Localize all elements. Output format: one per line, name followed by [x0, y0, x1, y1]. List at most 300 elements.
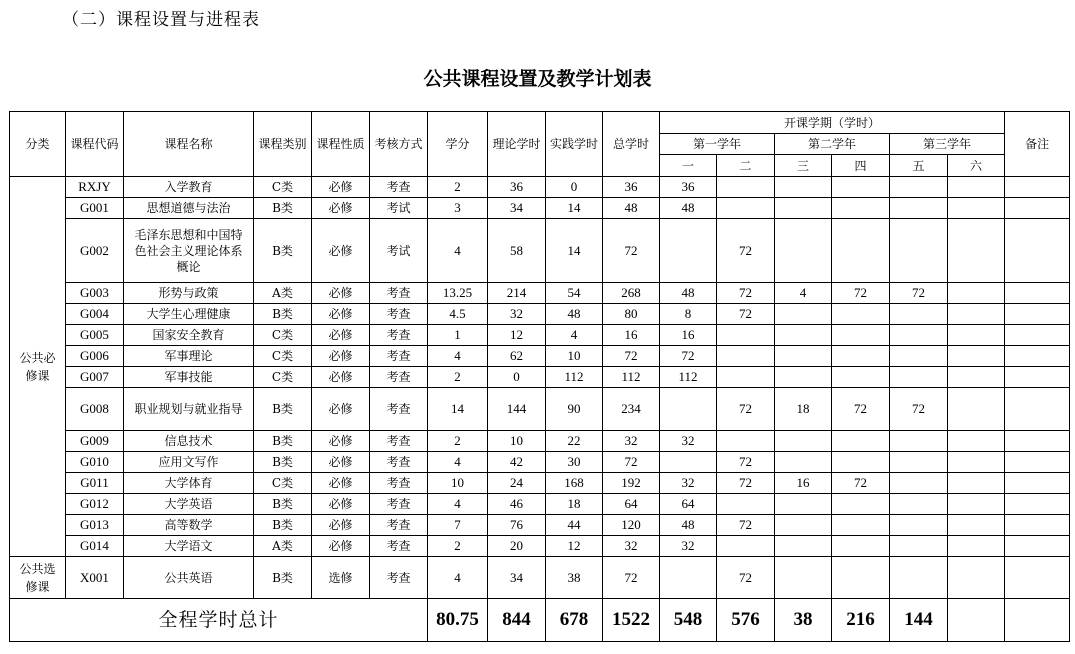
theory-hours: 42	[488, 452, 546, 473]
total-credit: 80.75	[428, 599, 488, 642]
course-code: X001	[66, 557, 124, 599]
semester-3	[775, 346, 832, 367]
exam-method: 考查	[370, 325, 428, 346]
totals-label: 全程学时总计	[10, 599, 428, 642]
total-remark	[1005, 599, 1070, 642]
table-row	[10, 198, 1070, 219]
semester-4	[832, 198, 890, 219]
remark	[1005, 304, 1070, 325]
total-hours: 36	[603, 177, 660, 198]
course-type: A类	[254, 283, 312, 304]
semester-5	[890, 452, 948, 473]
course-type: C类	[254, 325, 312, 346]
semester-5	[890, 536, 948, 557]
total-hours: 72	[603, 557, 660, 599]
course-name: 军事理论	[124, 346, 254, 367]
semester-4	[832, 325, 890, 346]
theory-hours: 214	[488, 283, 546, 304]
header-course-type: 课程类别	[254, 112, 312, 177]
semester-4: 72	[832, 388, 890, 431]
table-row	[10, 473, 1070, 494]
semester-6	[948, 304, 1005, 325]
semester-3	[775, 431, 832, 452]
remark	[1005, 198, 1070, 219]
exam-method: 考查	[370, 536, 428, 557]
semester-3: 16	[775, 473, 832, 494]
course-type: B类	[254, 198, 312, 219]
semester-4	[832, 494, 890, 515]
semester-1: 32	[660, 431, 717, 452]
semester-5	[890, 219, 948, 283]
semester-3	[775, 515, 832, 536]
course-code: G002	[66, 219, 124, 283]
semester-6	[948, 177, 1005, 198]
course-code: G007	[66, 367, 124, 388]
course-nature: 必修	[312, 198, 370, 219]
course-name: 入学教育	[124, 177, 254, 198]
total-hours: 192	[603, 473, 660, 494]
semester-3	[775, 304, 832, 325]
practice-hours: 168	[546, 473, 603, 494]
semester-5	[890, 325, 948, 346]
course-type: B类	[254, 452, 312, 473]
semester-2: 72	[717, 473, 775, 494]
course-name: 大学语文	[124, 536, 254, 557]
course-name: 思想道德与法治	[124, 198, 254, 219]
theory-hours: 36	[488, 177, 546, 198]
practice-hours: 112	[546, 367, 603, 388]
semester-2	[717, 536, 775, 557]
semester-1: 48	[660, 283, 717, 304]
semester-5: 72	[890, 388, 948, 431]
semester-1: 48	[660, 515, 717, 536]
credit: 4	[428, 557, 488, 599]
course-code: G008	[66, 388, 124, 431]
course-type: B类	[254, 494, 312, 515]
course-nature: 必修	[312, 304, 370, 325]
practice-hours: 48	[546, 304, 603, 325]
course-name: 形势与政策	[124, 283, 254, 304]
exam-method: 考查	[370, 304, 428, 325]
course-code: G009	[66, 431, 124, 452]
semester-3	[775, 536, 832, 557]
course-name: 信息技术	[124, 431, 254, 452]
course-nature: 必修	[312, 452, 370, 473]
total-hours: 64	[603, 494, 660, 515]
remark	[1005, 177, 1070, 198]
semester-1: 48	[660, 198, 717, 219]
remark	[1005, 367, 1070, 388]
semester-4	[832, 557, 890, 599]
practice-hours: 4	[546, 325, 603, 346]
semester-1: 72	[660, 346, 717, 367]
credit: 4	[428, 452, 488, 473]
exam-method: 考查	[370, 388, 428, 431]
semester-4: 72	[832, 473, 890, 494]
semester-3	[775, 198, 832, 219]
remark	[1005, 452, 1070, 473]
total-total: 1522	[603, 599, 660, 642]
total-s3: 38	[775, 599, 832, 642]
theory-hours: 0	[488, 367, 546, 388]
course-name: 军事技能	[124, 367, 254, 388]
semester-6	[948, 367, 1005, 388]
semester-1: 36	[660, 177, 717, 198]
header-year3: 第三学年	[890, 134, 1005, 155]
exam-method: 考查	[370, 494, 428, 515]
semester-3	[775, 177, 832, 198]
semester-6	[948, 219, 1005, 283]
course-type: B类	[254, 388, 312, 431]
semester-2	[717, 494, 775, 515]
table-row	[10, 325, 1070, 346]
course-code: G012	[66, 494, 124, 515]
course-code: G001	[66, 198, 124, 219]
semester-6	[948, 283, 1005, 304]
credit: 1	[428, 325, 488, 346]
theory-hours: 34	[488, 557, 546, 599]
practice-hours: 10	[546, 346, 603, 367]
header-code: 课程代码	[66, 112, 124, 177]
course-type: C类	[254, 473, 312, 494]
credit: 4	[428, 219, 488, 283]
theory-hours: 46	[488, 494, 546, 515]
semester-5	[890, 431, 948, 452]
semester-2: 72	[717, 219, 775, 283]
total-hours: 80	[603, 304, 660, 325]
remark	[1005, 494, 1070, 515]
total-hours: 120	[603, 515, 660, 536]
table-row	[10, 304, 1070, 325]
header-semester-2: 二	[717, 155, 775, 177]
credit: 4.5	[428, 304, 488, 325]
table-row	[10, 536, 1070, 557]
semester-2	[717, 346, 775, 367]
header-semester-1: 一	[660, 155, 717, 177]
theory-hours: 10	[488, 431, 546, 452]
theory-hours: 20	[488, 536, 546, 557]
course-nature: 必修	[312, 536, 370, 557]
course-nature: 必修	[312, 367, 370, 388]
semester-5	[890, 198, 948, 219]
course-nature: 必修	[312, 346, 370, 367]
total-s5: 144	[890, 599, 948, 642]
theory-hours: 144	[488, 388, 546, 431]
header-schedule: 开课学期（学时）	[660, 112, 1005, 134]
semester-5	[890, 515, 948, 536]
course-nature: 必修	[312, 388, 370, 431]
semester-4	[832, 431, 890, 452]
credit: 4	[428, 494, 488, 515]
course-name: 大学英语	[124, 494, 254, 515]
exam-method: 考试	[370, 198, 428, 219]
total-hours: 48	[603, 198, 660, 219]
practice-hours: 18	[546, 494, 603, 515]
table-row	[10, 515, 1070, 536]
exam-method: 考查	[370, 283, 428, 304]
semester-2	[717, 198, 775, 219]
practice-hours: 30	[546, 452, 603, 473]
remark	[1005, 325, 1070, 346]
practice-hours: 14	[546, 219, 603, 283]
course-name: 大学生心理健康	[124, 304, 254, 325]
semester-6	[948, 388, 1005, 431]
semester-4	[832, 346, 890, 367]
credit: 4	[428, 346, 488, 367]
theory-hours: 34	[488, 198, 546, 219]
total-theory: 844	[488, 599, 546, 642]
remark	[1005, 283, 1070, 304]
table-row	[10, 388, 1070, 431]
header-remark: 备注	[1005, 112, 1070, 177]
header-semester-6: 六	[948, 155, 1005, 177]
exam-method: 考查	[370, 431, 428, 452]
credit: 10	[428, 473, 488, 494]
credit: 3	[428, 198, 488, 219]
header-category: 分类	[10, 112, 66, 177]
header-credit: 学分	[428, 112, 488, 177]
course-type: B类	[254, 431, 312, 452]
course-type: C类	[254, 177, 312, 198]
practice-hours: 38	[546, 557, 603, 599]
exam-method: 考查	[370, 452, 428, 473]
course-code: G006	[66, 346, 124, 367]
course-nature: 必修	[312, 515, 370, 536]
course-plan-table	[9, 111, 1070, 642]
course-code: G014	[66, 536, 124, 557]
semester-6	[948, 198, 1005, 219]
theory-hours: 32	[488, 304, 546, 325]
theory-hours: 58	[488, 219, 546, 283]
semester-3	[775, 325, 832, 346]
exam-method: 考查	[370, 367, 428, 388]
total-practice: 678	[546, 599, 603, 642]
remark	[1005, 515, 1070, 536]
semester-3	[775, 494, 832, 515]
remark	[1005, 473, 1070, 494]
total-hours: 268	[603, 283, 660, 304]
header-year2: 第二学年	[775, 134, 890, 155]
total-hours: 32	[603, 536, 660, 557]
header-semester-3: 三	[775, 155, 832, 177]
semester-6	[948, 557, 1005, 599]
course-nature: 必修	[312, 494, 370, 515]
theory-hours: 62	[488, 346, 546, 367]
practice-hours: 90	[546, 388, 603, 431]
semester-2: 72	[717, 452, 775, 473]
course-code: G011	[66, 473, 124, 494]
credit: 2	[428, 431, 488, 452]
semester-6	[948, 452, 1005, 473]
semester-2: 72	[717, 283, 775, 304]
header-semester-4: 四	[832, 155, 890, 177]
course-name: 职业规划与就业指导	[124, 388, 254, 431]
course-code: G003	[66, 283, 124, 304]
semester-1: 64	[660, 494, 717, 515]
semester-6	[948, 494, 1005, 515]
remark	[1005, 557, 1070, 599]
total-s4: 216	[832, 599, 890, 642]
total-s2: 576	[717, 599, 775, 642]
semester-6	[948, 431, 1005, 452]
remark	[1005, 346, 1070, 367]
practice-hours: 0	[546, 177, 603, 198]
semester-4	[832, 515, 890, 536]
semester-6	[948, 325, 1005, 346]
semester-1: 32	[660, 473, 717, 494]
semester-2: 72	[717, 304, 775, 325]
credit: 13.25	[428, 283, 488, 304]
header-semester-5: 五	[890, 155, 948, 177]
course-name: 公共英语	[124, 557, 254, 599]
semester-4: 72	[832, 283, 890, 304]
course-nature: 必修	[312, 177, 370, 198]
course-code: RXJY	[66, 177, 124, 198]
theory-hours: 76	[488, 515, 546, 536]
table-row	[10, 219, 1070, 283]
semester-2	[717, 177, 775, 198]
total-hours: 72	[603, 219, 660, 283]
semester-6	[948, 515, 1005, 536]
credit: 2	[428, 177, 488, 198]
header-exam: 考核方式	[370, 112, 428, 177]
exam-method: 考试	[370, 219, 428, 283]
practice-hours: 44	[546, 515, 603, 536]
theory-hours: 24	[488, 473, 546, 494]
semester-1	[660, 219, 717, 283]
course-nature: 必修	[312, 219, 370, 283]
semester-2	[717, 367, 775, 388]
total-hours: 234	[603, 388, 660, 431]
semester-3	[775, 367, 832, 388]
course-type: B类	[254, 304, 312, 325]
total-hours: 32	[603, 431, 660, 452]
semester-2: 72	[717, 388, 775, 431]
total-hours: 16	[603, 325, 660, 346]
total-s6	[948, 599, 1005, 642]
header-name: 课程名称	[124, 112, 254, 177]
semester-5	[890, 557, 948, 599]
semester-3: 4	[775, 283, 832, 304]
semester-5	[890, 346, 948, 367]
table-title: 公共课程设置及教学计划表	[423, 68, 652, 90]
course-type: B类	[254, 557, 312, 599]
semester-4	[832, 367, 890, 388]
semester-4	[832, 536, 890, 557]
exam-method: 考查	[370, 557, 428, 599]
semester-6	[948, 536, 1005, 557]
semester-2	[717, 431, 775, 452]
course-type: C类	[254, 367, 312, 388]
semester-2: 72	[717, 515, 775, 536]
table-row	[10, 177, 1070, 198]
table-row	[10, 283, 1070, 304]
course-type: A类	[254, 536, 312, 557]
group-required: 公共必修课	[10, 177, 66, 557]
course-nature: 必修	[312, 473, 370, 494]
remark	[1005, 219, 1070, 283]
remark	[1005, 431, 1070, 452]
header-theory-hours: 理论学时	[488, 112, 546, 177]
table-row	[10, 367, 1070, 388]
header-practice-hours: 实践学时	[546, 112, 603, 177]
practice-hours: 54	[546, 283, 603, 304]
remark	[1005, 536, 1070, 557]
course-code: G004	[66, 304, 124, 325]
course-name: 大学体育	[124, 473, 254, 494]
header-nature: 课程性质	[312, 112, 370, 177]
total-hours: 72	[603, 452, 660, 473]
semester-3	[775, 452, 832, 473]
course-type: B类	[254, 219, 312, 283]
header-year1: 第一学年	[660, 134, 775, 155]
course-name: 国家安全教育	[124, 325, 254, 346]
course-name: 高等数学	[124, 515, 254, 536]
course-code: G013	[66, 515, 124, 536]
credit: 2	[428, 367, 488, 388]
semester-5	[890, 494, 948, 515]
semester-4	[832, 219, 890, 283]
table-row	[10, 431, 1070, 452]
credit: 7	[428, 515, 488, 536]
header-total-hours: 总学时	[603, 112, 660, 177]
group-elective: 公共选修课	[10, 557, 66, 599]
table-row	[10, 452, 1070, 473]
semester-1	[660, 452, 717, 473]
credit: 2	[428, 536, 488, 557]
table-row	[10, 346, 1070, 367]
course-code: G005	[66, 325, 124, 346]
semester-1	[660, 557, 717, 599]
semester-1: 8	[660, 304, 717, 325]
semester-1	[660, 388, 717, 431]
total-hours: 72	[603, 346, 660, 367]
semester-5	[890, 177, 948, 198]
course-name: 毛泽东思想和中国特色社会主义理论体系概论	[124, 219, 254, 283]
totals-row	[10, 599, 1070, 642]
course-code: G010	[66, 452, 124, 473]
semester-3	[775, 219, 832, 283]
semester-1: 16	[660, 325, 717, 346]
semester-1: 112	[660, 367, 717, 388]
remark	[1005, 388, 1070, 431]
semester-5: 72	[890, 283, 948, 304]
semester-4	[832, 304, 890, 325]
semester-1: 32	[660, 536, 717, 557]
practice-hours: 14	[546, 198, 603, 219]
semester-4	[832, 452, 890, 473]
semester-2	[717, 325, 775, 346]
semester-3	[775, 557, 832, 599]
course-type: B类	[254, 515, 312, 536]
practice-hours: 22	[546, 431, 603, 452]
exam-method: 考查	[370, 177, 428, 198]
exam-method: 考查	[370, 473, 428, 494]
course-type: C类	[254, 346, 312, 367]
total-s1: 548	[660, 599, 717, 642]
theory-hours: 12	[488, 325, 546, 346]
section-title: （二）课程设置与进程表	[62, 10, 260, 30]
semester-2: 72	[717, 557, 775, 599]
exam-method: 考查	[370, 346, 428, 367]
course-name: 应用文写作	[124, 452, 254, 473]
exam-method: 考查	[370, 515, 428, 536]
semester-6	[948, 346, 1005, 367]
course-nature: 必修	[312, 283, 370, 304]
table-row	[10, 494, 1070, 515]
course-nature: 必修	[312, 431, 370, 452]
course-nature: 选修	[312, 557, 370, 599]
